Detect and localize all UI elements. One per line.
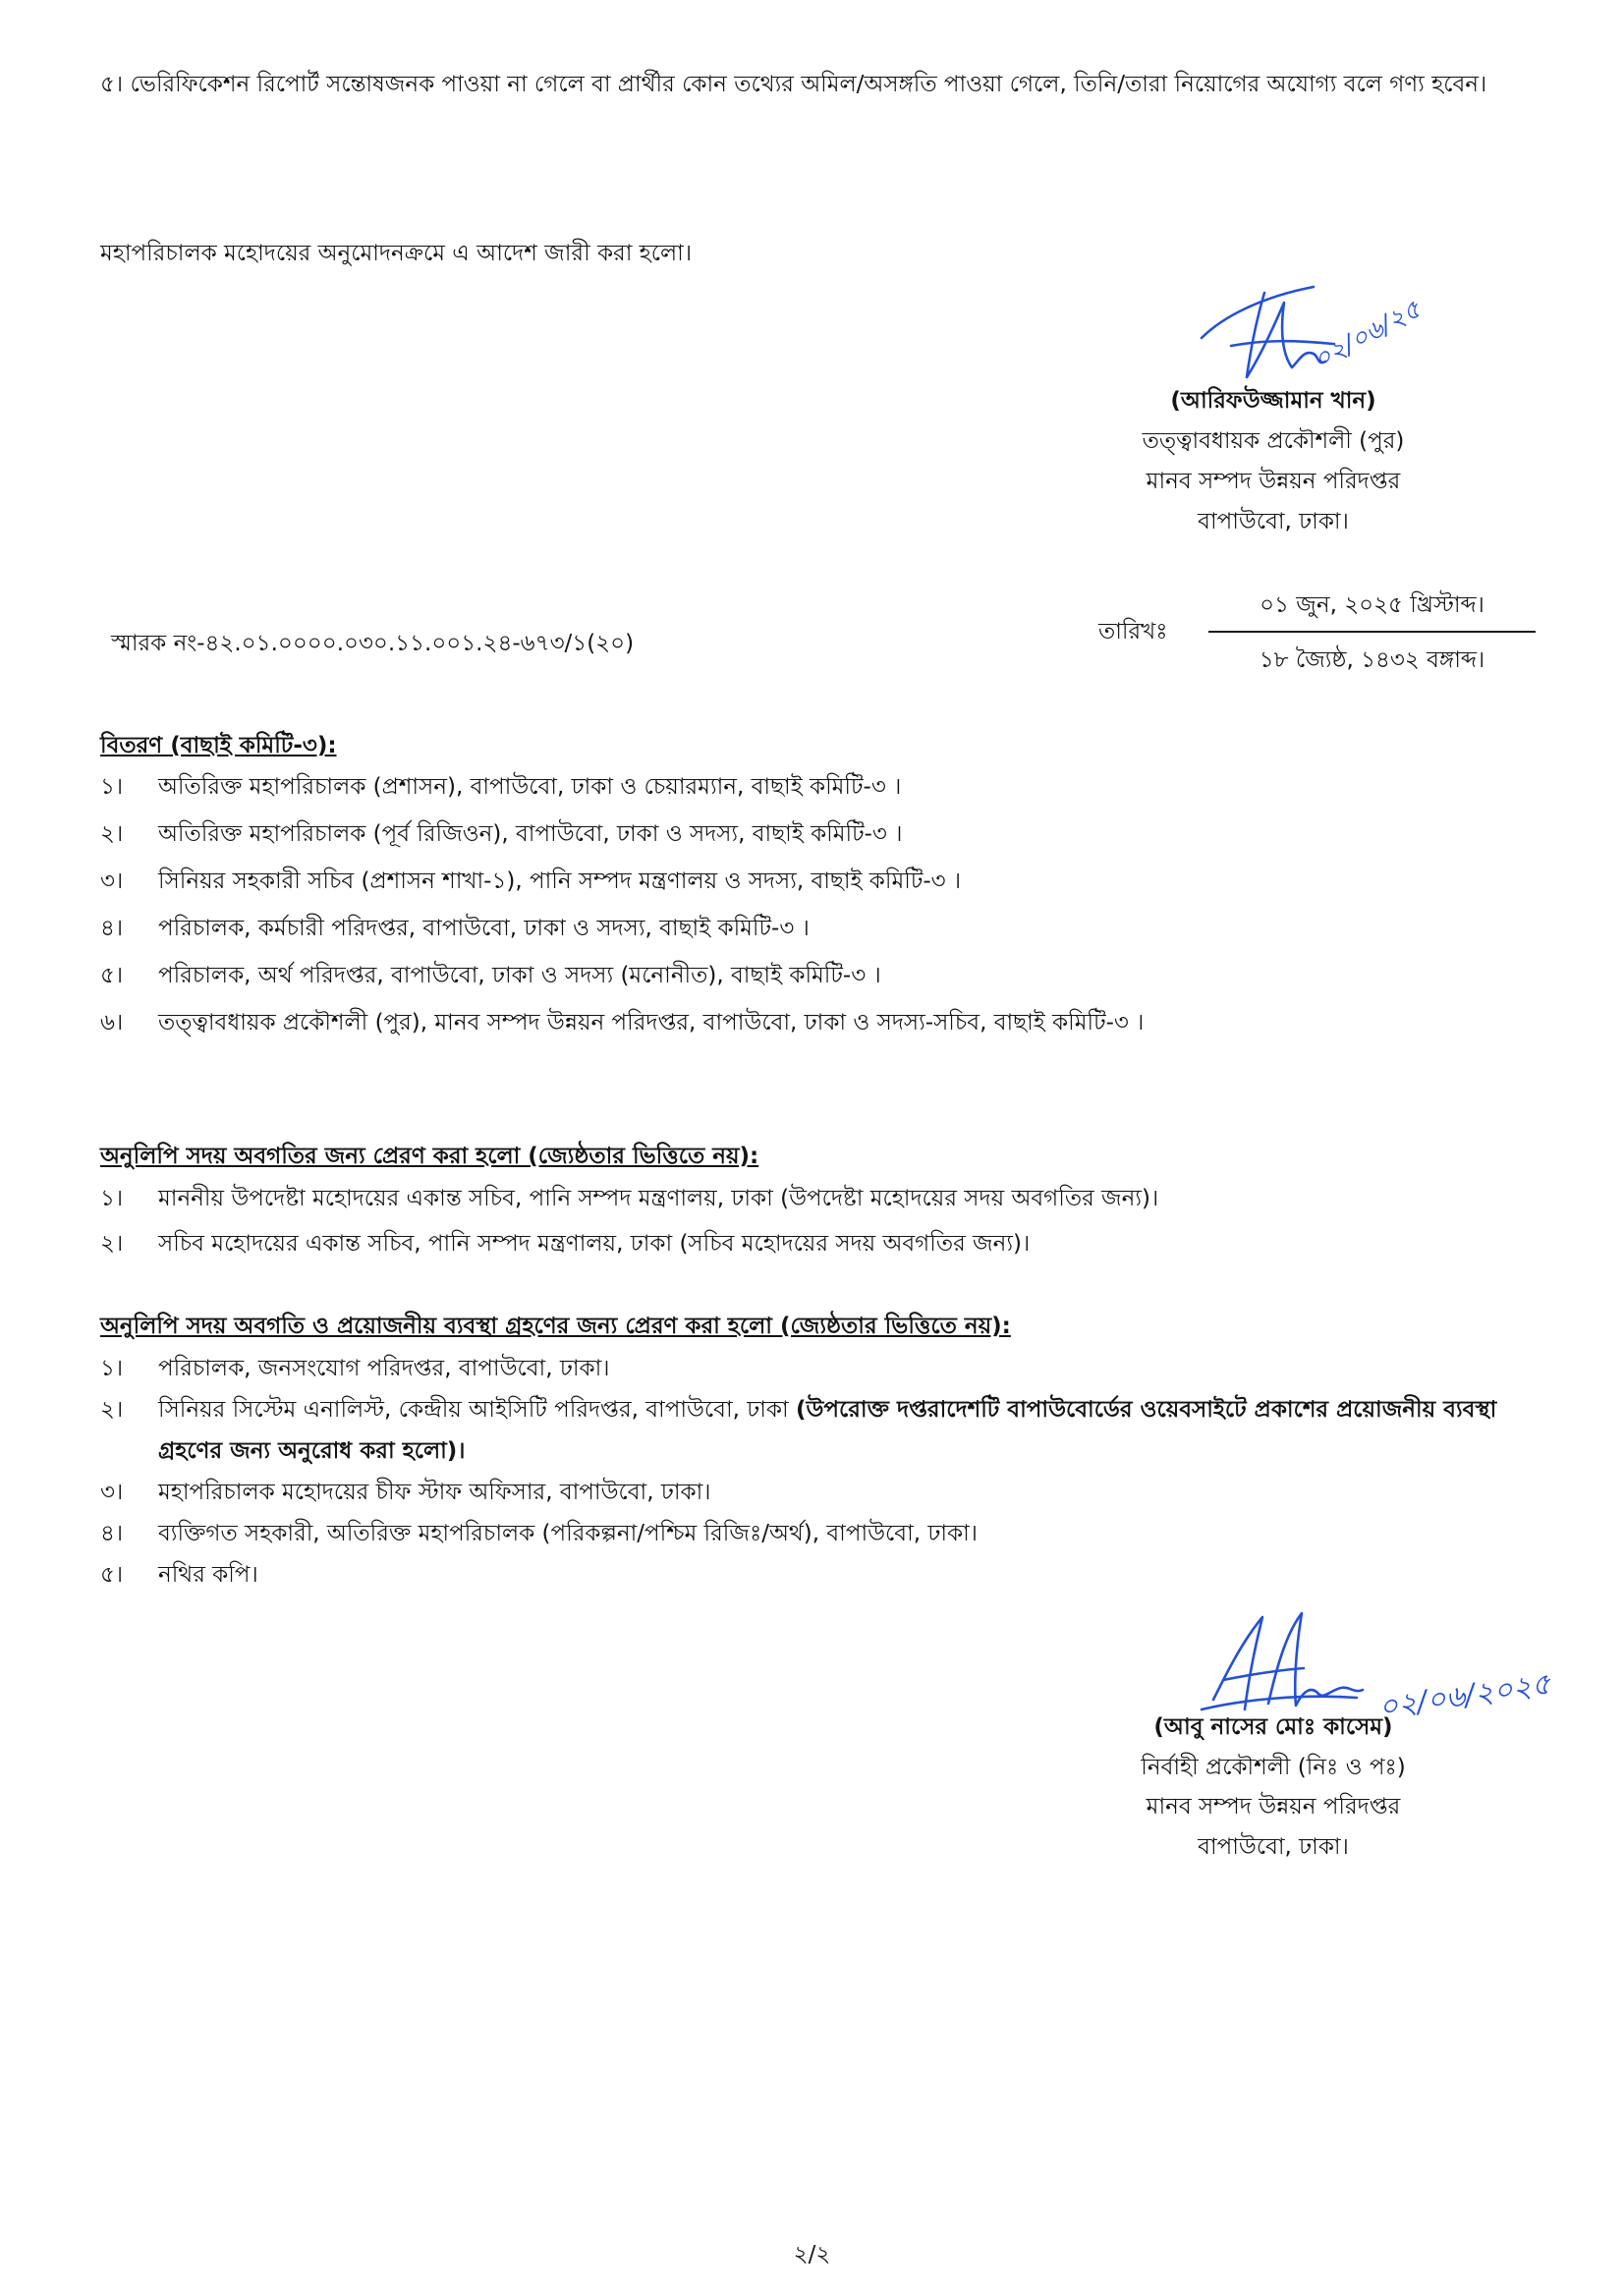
signatory-location: বাপাউবো, ঢাকা। bbox=[1198, 1833, 1349, 1860]
signatory-designation: নির্বাহী প্রকৌশলী (নিঃ ও পঃ) bbox=[1141, 1754, 1406, 1780]
signature-date: ০২/০৬/২৫ bbox=[1309, 294, 1427, 376]
item-number: ৫। bbox=[100, 963, 124, 988]
copy-action-list bbox=[100, 1348, 1515, 1596]
item-number: ৬। bbox=[100, 1010, 124, 1036]
list-item bbox=[100, 1003, 1515, 1042]
clause-number: ৫। bbox=[100, 72, 124, 97]
list-item bbox=[100, 909, 1515, 948]
list-item bbox=[100, 1348, 1515, 1389]
list-item bbox=[100, 956, 1515, 995]
item-text: নথির কপি। bbox=[158, 1562, 258, 1588]
item-number: ২। bbox=[100, 821, 124, 847]
signature-1 bbox=[1194, 275, 1459, 391]
item-number: ২। bbox=[100, 1397, 124, 1423]
signature-stroke bbox=[1223, 1668, 1304, 1680]
signatory-1-block bbox=[1057, 381, 1489, 542]
copy-info-heading: অনুলিপি সদয় অবগতির জন্য প্রেরণ করা হলো (জ্যেষ্ঠতার ভিত্তিতে নয়): bbox=[100, 1144, 759, 1169]
item-text: ব্যক্তিগত সহকারী, অতিরিক্ত মহাপরিচালক (পরিকল্পনা/পশ্চিম রিজিঃ/অর্থ), বাপাউবো, ঢাকা। bbox=[158, 1521, 979, 1546]
date-divider bbox=[1208, 631, 1536, 633]
item-text: অতিরিক্ত মহাপরিচালক (প্রশাসন), বাপাউবো, ঢাকা ও চেয়ারম্যান, বাছাই কমিটি-৩ । bbox=[158, 774, 902, 800]
list-item bbox=[100, 1179, 1515, 1218]
list-item bbox=[100, 1224, 1515, 1263]
item-number: ২। bbox=[100, 1231, 124, 1257]
signatory-designation: তত্ত্বাবধায়ক প্রকৌশলী (পুর) bbox=[1142, 428, 1405, 454]
item-text: সিনিয়র সহকারী সচিব (প্রশাসন শাখা-১), পানি সম্পদ মন্ত্রণালয় ও সদস্য, বাছাই কমিটি-৩ । bbox=[158, 868, 962, 894]
item-number: ৩। bbox=[100, 868, 124, 894]
distribution-list bbox=[100, 767, 1515, 1050]
copy-info-list bbox=[100, 1179, 1515, 1269]
list-item bbox=[100, 1513, 1515, 1554]
item-text-emphasis: (উপরোক্ত দপ্তরাদেশটি বাপাউবোর্ডের ওয়েবসাইটে প্রকাশের প্রয়োজনীয় ব্যবস্থা গ্রহণের জন্য অনুরোধ করা হলো)। bbox=[158, 1397, 1497, 1464]
copy-action-heading: অনুলিপি সদয় অবগতি ও প্রয়োজনীয় ব্যবস্থা গ্রহণের জন্য প্রেরণ করা হলো (জ্যেষ্ঠতার ভিত্তিতে নয়): bbox=[100, 1314, 1011, 1339]
list-item bbox=[100, 814, 1515, 854]
signatory-name: (আরিফউজ্জামান খান) bbox=[1170, 388, 1376, 414]
date-gregorian: ০১ জুন, ২০২৫ খ্রিস্টাব্দ। bbox=[1260, 592, 1484, 618]
memo-reference: স্মারক নং-৪২.০১.০০০০.০৩০.১১.০০১.২৪-৬৭৩/১(২০) bbox=[111, 631, 635, 656]
signature-date: ০২/০৬/২০২৫ bbox=[1376, 1666, 1553, 1725]
signature-stroke bbox=[1247, 293, 1325, 377]
list-item bbox=[100, 767, 1515, 807]
item-text: মাননীয় উপদেষ্টা মহোদয়ের একান্ত সচিব, পানি সম্পদ মন্ত্রণালয়, ঢাকা (উপদেষ্টা মহোদয়ের সদয় অবগতির জন্য)। bbox=[158, 1186, 1159, 1211]
item-number: ৪। bbox=[100, 1521, 124, 1546]
item-number: ১। bbox=[100, 774, 124, 800]
list-item bbox=[100, 1472, 1515, 1513]
clause-text: ভেরিফিকেশন রিপোর্ট সন্তোষজনক পাওয়া না গেলে বা প্রার্থীর কোন তথ্যের অমিল/অসঙ্গতি পাওয়া গেলে, তিনি/তারা নিয়োগের অযোগ্য বলে গণ্য হবেন। bbox=[130, 72, 1487, 97]
item-text: তত্ত্বাবধায়ক প্রকৌশলী (পুর), মানব সম্পদ উন্নয়ন পরিদপ্তর, বাপাউবো, ঢাকা ও সদস্য-সচিব, বাছাই কমিটি-৩ । bbox=[158, 1010, 1145, 1036]
list-item bbox=[100, 1389, 1515, 1472]
signature-stroke bbox=[1213, 1617, 1262, 1709]
item-text: সিনিয়র সিস্টেম এনালিস্ট, কেন্দ্রীয় আইসিটি পরিদপ্তর, বাপাউবো, ঢাকা bbox=[158, 1397, 789, 1423]
signature-stroke bbox=[1202, 287, 1314, 338]
distribution-heading: বিতরণ (বাছাই কমিটি-৩): bbox=[100, 733, 337, 758]
item-number: ৫। bbox=[100, 1562, 124, 1588]
item-number: ৩। bbox=[100, 1480, 124, 1505]
signatory-office: মানব সম্পদ উন্নয়ন পরিদপ্তর bbox=[1146, 469, 1401, 494]
signatory-office: মানব সম্পদ উন্নয়ন পরিদপ্তর bbox=[1146, 1794, 1401, 1820]
signature-stroke bbox=[1268, 1613, 1363, 1706]
item-number: ৪। bbox=[100, 916, 124, 941]
date-block bbox=[1208, 586, 1536, 680]
signatory-location: বাপাউবো, ঢাকা। bbox=[1198, 509, 1349, 534]
signatory-2-block bbox=[1057, 1708, 1489, 1867]
item-number: ১। bbox=[100, 1186, 124, 1211]
item-text: পরিচালক, জনসংযোগ পরিদপ্তর, বাপাউবো, ঢাকা। bbox=[158, 1356, 610, 1381]
date-bangla: ১৮ জ্যৈষ্ঠ, ১৪৩২ বঙ্গাব্দ। bbox=[1259, 647, 1485, 673]
approval-line: মহাপরিচালক মহোদয়ের অনুমোদনক্রমে এ আদেশ জারী করা হলো। bbox=[100, 241, 693, 266]
item-text-wrapper bbox=[158, 1389, 1515, 1472]
item-text: পরিচালক, কর্মচারী পরিদপ্তর, বাপাউবো, ঢাকা ও সদস্য, বাছাই কমিটি-৩ । bbox=[158, 916, 810, 941]
item-text: অতিরিক্ত মহাপরিচালক (পূর্ব রিজিওন), বাপাউবো, ঢাকা ও সদস্য, বাছাই কমিটি-৩ । bbox=[158, 821, 903, 847]
item-text: মহাপরিচালক মহোদয়ের চীফ স্টাফ অফিসার, বাপাউবো, ঢাকা। bbox=[158, 1480, 711, 1505]
item-number: ১। bbox=[100, 1356, 124, 1381]
item-text: সচিব মহোদয়ের একান্ত সচিব, পানি সম্পদ মন্ত্রণালয়, ঢাকা (সচিব মহোদয়ের সদয় অবগতির জন্য)। bbox=[158, 1231, 1031, 1257]
date-label: তারিখঃ bbox=[1098, 619, 1168, 644]
page-number: ২/২ bbox=[793, 2242, 831, 2268]
item-text: পরিচালক, অর্থ পরিদপ্তর, বাপাউবো, ঢাকা ও সদস্য (মনোনীত), বাছাই কমিটি-৩ । bbox=[158, 963, 881, 988]
list-item bbox=[100, 1554, 1515, 1596]
clause-5 bbox=[100, 62, 1555, 107]
list-item bbox=[100, 862, 1515, 901]
signatory-name: (আবু নাসের মোঃ কাসেম) bbox=[1153, 1714, 1393, 1740]
